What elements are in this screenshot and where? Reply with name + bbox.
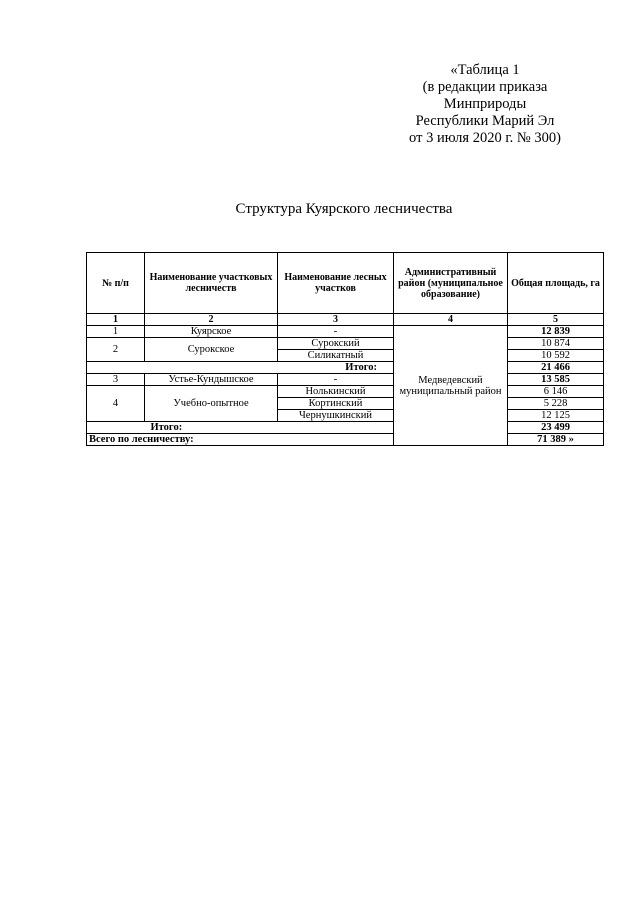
area-value: 10 592 (508, 350, 604, 362)
column-number: 1 (87, 314, 145, 326)
header-line-5: от 3 июля 2020 г. № 300) (409, 130, 561, 146)
area-value: 6 146 (508, 386, 604, 398)
subtotal-row (87, 422, 604, 434)
table-row (87, 374, 604, 386)
column-number: 3 (278, 314, 394, 326)
lesnichestvo-name: Сурокское (145, 338, 278, 362)
uchastok-name: - (278, 374, 394, 386)
column-number-row (87, 314, 604, 326)
area-value: 5 228 (508, 398, 604, 410)
column-number: 2 (145, 314, 278, 326)
row-number: 2 (87, 338, 145, 362)
column-header-district: Административный район (муниципальное образование) (394, 253, 508, 314)
subtotal-value: 21 466 (508, 362, 604, 374)
column-header-lesnichestvo: Наименование участковых лесничеств (145, 253, 278, 314)
row-number: 3 (87, 374, 145, 386)
table-row (87, 338, 604, 350)
amendment-note (400, 62, 570, 147)
lesnichestvo-name: Куярское (145, 326, 278, 338)
forestry-structure-table (86, 252, 604, 446)
uchastok-name: Сурокский (278, 338, 394, 350)
row-number: 1 (87, 326, 145, 338)
lesnichestvo-name: Устье-Кундышское (145, 374, 278, 386)
header-line-4: Республики Марий Эл (415, 113, 555, 129)
column-header-area: Общая площадь, га (508, 253, 604, 314)
uchastok-name: Нолькинский (278, 386, 394, 398)
area-value: 12 125 (508, 410, 604, 422)
uchastok-name: Силикатный (278, 350, 394, 362)
subtotal-label: Итого: (145, 422, 394, 434)
table-header-row (87, 253, 604, 314)
subtotal-row (87, 362, 604, 374)
header-line-3: Минприроды (443, 96, 527, 112)
total-value: 71 389 » (508, 434, 604, 446)
column-number: 4 (394, 314, 508, 326)
district-cell: Медведевский муниципальный район (394, 326, 508, 446)
uchastok-name: Чернушкинский (278, 410, 394, 422)
area-value: 13 585 (508, 374, 604, 386)
total-row (87, 434, 604, 446)
uchastok-name: - (278, 326, 394, 338)
table-row (87, 386, 604, 398)
subtotal-spacer (87, 422, 145, 434)
total-label: Всего по лесничеству: (87, 434, 394, 446)
subtotal-label: Итого: (87, 362, 394, 374)
area-value: 10 874 (508, 338, 604, 350)
subtotal-value: 23 499 (508, 422, 604, 434)
area-value: 12 839 (508, 326, 604, 338)
header-line-1: «Таблица 1 (450, 62, 520, 78)
document-title: Структура Куярского лесничества (235, 201, 453, 217)
row-number: 4 (87, 386, 145, 422)
column-header-uchastok: Наименование лесных участков (278, 253, 394, 314)
uchastok-name: Кортинский (278, 398, 394, 410)
column-number: 5 (508, 314, 604, 326)
column-header-number: № п/п (87, 253, 145, 314)
lesnichestvo-name: Учебно-опытное (145, 386, 278, 422)
table-row (87, 326, 604, 338)
header-line-2: (в редакции приказа (422, 79, 548, 95)
